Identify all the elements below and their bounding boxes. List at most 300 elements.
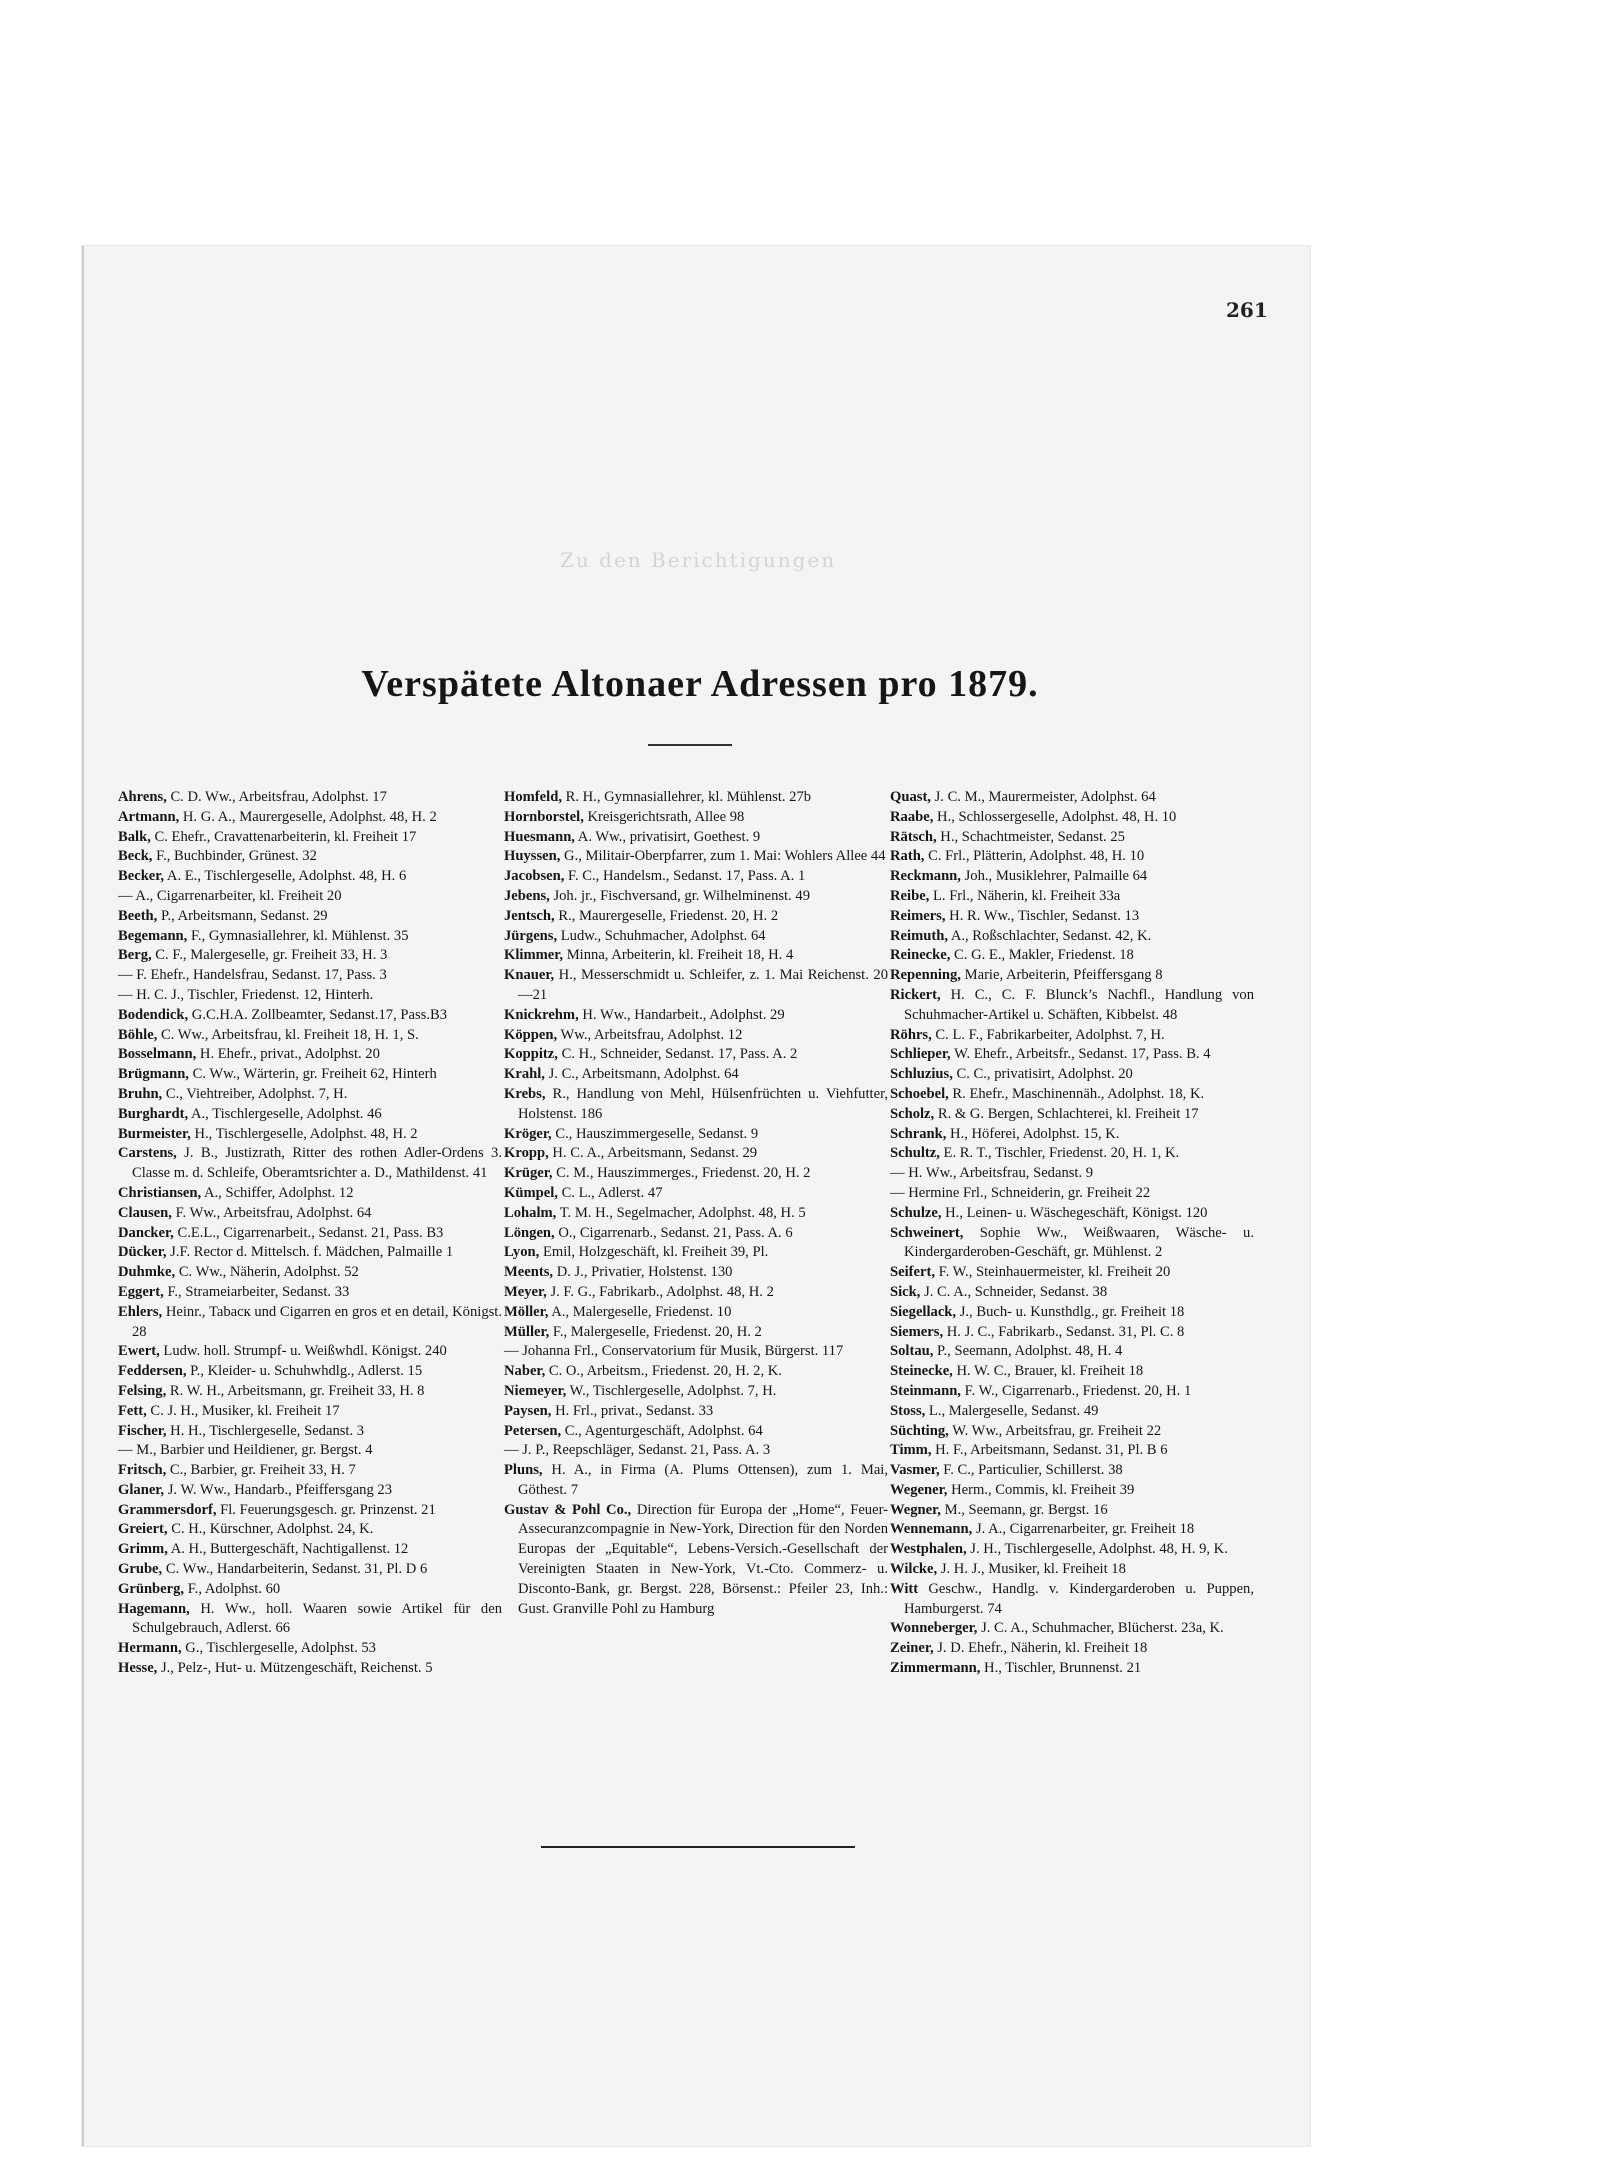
entry-details: H. R. Ww., Tischler, Sedanst. 13 — [945, 907, 1140, 924]
entry-details: Joh. jr., Fischversand, gr. Wilhelminenst. 49 — [549, 887, 811, 904]
entry-details: H. Ehefr., privat., Adolphst. 20 — [196, 1046, 380, 1063]
address-entry — [890, 1323, 1254, 1343]
entry-details: P., Kleider- u. Schuhwhdlg., Adlerst. 15 — [186, 1363, 423, 1380]
entry-details: — Johanna Frl., Conservatorium für Musik, Bürgerst. 117 — [504, 1343, 844, 1360]
entry-details: F. Ww., Arbeitsfrau, Adolphst. 64 — [171, 1204, 372, 1221]
address-entry — [890, 1560, 1254, 1580]
address-entry — [890, 986, 1254, 1026]
entry-details: J. B., Justizrath, Ritter des rothen Adler-Ordens 3. Classe m. d. Schleife, Oberamtsrichter a. D., Mathildenst. 41 — [132, 1145, 502, 1182]
entry-details: C. C., privatisirt, Adolphst. 20 — [952, 1066, 1133, 1083]
address-entry — [890, 907, 1254, 927]
entry-surname: Lohalm, — [504, 1204, 557, 1221]
entry-details: — H. C. J., Tischler, Friedenst. 12, Hinterh. — [118, 986, 374, 1003]
entry-surname: Niemeyer, — [504, 1382, 567, 1399]
entry-surname: Schulze, — [890, 1204, 942, 1221]
address-entry — [118, 1045, 502, 1065]
entry-details: J. C. M., Maurermeister, Adolphst. 64 — [930, 789, 1156, 805]
address-entry — [890, 1085, 1254, 1105]
entry-details: Sophie Ww., Weißwaaren, Wäsche- u. Kindergarderoben-Geschäft, gr. Mühlenst. 2 — [904, 1224, 1254, 1261]
entry-surname: Berg, — [118, 947, 152, 964]
address-entry — [890, 1342, 1254, 1362]
entry-surname: Kümpel, — [504, 1184, 558, 1201]
entry-surname: Hermann, — [118, 1640, 182, 1657]
entry-details: F. W., Steinhauermeister, kl. Freiheit 20 — [934, 1264, 1171, 1281]
entry-surname: Steinmann, — [890, 1382, 961, 1399]
address-entry — [504, 1501, 888, 1620]
entry-surname: Jebens, — [504, 887, 550, 904]
entry-surname: Eggert, — [118, 1283, 164, 1300]
address-column-2 — [504, 788, 888, 1619]
entry-surname: Repenning, — [890, 967, 961, 984]
entry-surname: Bruhn, — [118, 1085, 163, 1102]
address-entry — [118, 966, 502, 986]
address-entry — [890, 1441, 1254, 1461]
entry-surname: Reinecke, — [890, 947, 951, 964]
address-entry — [504, 1204, 888, 1224]
page-title: Verspätete Altonaer Adressen pro 1879. — [361, 663, 1039, 705]
entry-surname: Kröger, — [504, 1125, 552, 1142]
entry-surname: Timm, — [890, 1442, 932, 1459]
entry-surname: Kropp, — [504, 1145, 549, 1162]
entry-details: H. W. C., Brauer, kl. Freiheit 18 — [952, 1363, 1144, 1380]
entry-details: H. H., Tischlergeselle, Sedanst. 3 — [166, 1422, 365, 1439]
entry-surname: Gustav & Pohl Co., — [504, 1501, 632, 1518]
entry-details: C., Viehtreiber, Adolphst. 7, H. — [162, 1085, 348, 1102]
entry-details: — F. Ehefr., Handelsfrau, Sedanst. 17, Pass. 3 — [118, 967, 387, 984]
address-entry — [890, 946, 1254, 966]
entry-surname: Bodendick, — [118, 1006, 189, 1023]
entry-surname: Jentsch, — [504, 907, 555, 924]
entry-details: A., Malergeselle, Friedenst. 10 — [548, 1303, 732, 1320]
entry-surname: Wonneberger, — [890, 1620, 978, 1637]
entry-surname: Dancker, — [118, 1224, 174, 1241]
entry-surname: Reimers, — [890, 907, 946, 924]
entry-details: C. L. F., Fabrikarbeiter, Adolphst. 7, H. — [931, 1026, 1165, 1043]
entry-surname: Siemers, — [890, 1323, 944, 1340]
entry-details: Ww., Arbeitsfrau, Adolphst. 12 — [557, 1026, 743, 1043]
entry-details: C., Agenturgeschäft, Adolphst. 64 — [561, 1422, 763, 1439]
address-entry — [504, 1125, 888, 1145]
entry-details: C., Hauszimmergeselle, Sedanst. 9 — [551, 1125, 759, 1142]
address-entry — [890, 966, 1254, 986]
entry-details: O., Cigarrenarb., Sedanst. 21, Pass. A. 6 — [554, 1224, 793, 1241]
entry-details: H., Höferei, Adolphst. 15, K. — [946, 1125, 1120, 1142]
entry-details: C., Barbier, gr. Freiheit 33, H. 7 — [166, 1462, 356, 1479]
address-entry — [504, 1382, 888, 1402]
address-entry — [118, 1441, 502, 1461]
entry-details: P., Arbeitsmann, Sedanst. 29 — [157, 907, 328, 924]
entry-details: Heinr., Tabacк und Cigarren en gros et en detail, Königst. 28 — [132, 1303, 502, 1340]
address-entry — [118, 1362, 502, 1382]
entry-details: C. O., Arbeitsm., Friedenst. 20, H. 2, K. — [545, 1363, 782, 1380]
entry-surname: Petersen, — [504, 1422, 562, 1439]
entry-surname: Rath, — [890, 848, 925, 865]
address-entry — [118, 1520, 502, 1540]
entry-details: J. D. Ehefr., Näherin, kl. Freiheit 18 — [933, 1640, 1148, 1657]
entry-surname: Lyon, — [504, 1244, 540, 1261]
page-number: 261 — [1226, 298, 1268, 322]
entry-surname: Schluzius, — [890, 1066, 953, 1083]
address-entry — [504, 1085, 888, 1125]
entry-details: — Hermine Frl., Schneiderin, gr. Freiheit 22 — [890, 1184, 1151, 1201]
entry-surname: Huyssen, — [504, 848, 561, 865]
address-entry — [890, 1540, 1254, 1560]
entry-details: H. Frl., privat., Sedanst. 33 — [551, 1402, 714, 1419]
address-entry — [118, 1105, 502, 1125]
address-entry — [504, 1402, 888, 1422]
address-entry — [118, 946, 502, 966]
entry-details: A., Tischlergeselle, Adolphst. 46 — [188, 1105, 382, 1122]
address-entry — [118, 1144, 502, 1184]
entry-surname: Jacobsen, — [504, 868, 565, 885]
entry-details: J. A., Cigarrenarbeiter, gr. Freiheit 18 — [972, 1521, 1195, 1538]
entry-details: C.E.L., Cigarrenarbeit., Sedanst. 21, Pass. B3 — [173, 1224, 444, 1241]
address-entry — [890, 887, 1254, 907]
entry-details: Emil, Holzgeschäft, kl. Freiheit 39, Pl. — [539, 1244, 769, 1261]
entry-details: H., Messerschmidt u. Schleifer, z. 1. Mai Reichenst. 20—21 — [518, 967, 888, 1003]
entry-details: H. Ww., Handarbeit., Adolphst. 29 — [578, 1006, 785, 1023]
entry-surname: Paysen, — [504, 1402, 552, 1419]
address-entry — [118, 1065, 502, 1085]
address-entry — [890, 1045, 1254, 1065]
address-entry — [890, 1501, 1254, 1521]
entry-details: P., Seemann, Adolphst. 48, H. 4 — [933, 1343, 1123, 1360]
entry-details: D. J., Privatier, Holstenst. 130 — [553, 1264, 733, 1281]
address-entry — [504, 1164, 888, 1184]
address-entry — [504, 927, 888, 947]
entry-details: L. Frl., Näherin, kl. Freiheit 33a — [929, 887, 1121, 904]
entry-details: — J. P., Reepschläger, Sedanst. 21, Pass. A. 3 — [504, 1442, 771, 1459]
address-entry — [118, 1184, 502, 1204]
entry-details: C. Ww., Handarbeiterin, Sedanst. 31, Pl. D 6 — [162, 1561, 428, 1578]
address-entry — [118, 887, 502, 907]
entry-surname: Glaner, — [118, 1481, 165, 1498]
entry-details: H. F., Arbeitsmann, Sedanst. 31, Pl. B 6 — [931, 1442, 1168, 1459]
entry-surname: Quast, — [890, 789, 931, 805]
entry-details: M., Seemann, gr. Bergst. 16 — [940, 1501, 1108, 1518]
address-entry — [890, 927, 1254, 947]
entry-details: C. J. H., Musiker, kl. Freiheit 17 — [146, 1402, 340, 1419]
address-entry — [504, 1283, 888, 1303]
entry-details: J. C. A., Schuhmacher, Blücherst. 23a, K. — [977, 1620, 1224, 1637]
entry-surname: Zeiner, — [890, 1640, 934, 1657]
address-column-1 — [118, 788, 502, 1679]
address-entry — [118, 1303, 502, 1343]
entry-surname: Stoss, — [890, 1402, 926, 1419]
address-entry — [890, 1382, 1254, 1402]
address-entry — [504, 1303, 888, 1323]
entry-details: H. C., C. F. Blunck’s Nachfl., Handlung von Schuhmacher-Artikel u. Schäften, Kibbelst. 48 — [904, 986, 1254, 1023]
entry-surname: Duhmke, — [118, 1264, 176, 1281]
entry-details: C. F., Malergeselle, gr. Freiheit 33, H. 3 — [151, 947, 388, 964]
entry-details: H., Tischlergeselle, Adolphst. 48, H. 2 — [190, 1125, 418, 1142]
entry-surname: Süchting, — [890, 1422, 949, 1439]
entry-surname: Müller, — [504, 1323, 550, 1340]
entry-details: C. H., Schneider, Sedanst. 17, Pass. A. 2 — [557, 1046, 798, 1063]
entry-surname: Becker, — [118, 868, 165, 885]
entry-surname: Löngen, — [504, 1224, 555, 1241]
entry-surname: Hesse, — [118, 1660, 158, 1677]
address-entry — [118, 1560, 502, 1580]
entry-details: A., Roßschlachter, Sedanst. 42, K. — [947, 927, 1152, 944]
address-entry — [504, 1263, 888, 1283]
entry-details: J., Buch- u. Kunsthdlg., gr. Freiheit 18 — [956, 1303, 1185, 1320]
entry-details: — H. Ww., Arbeitsfrau, Sedanst. 9 — [890, 1165, 1094, 1182]
faint-show-through-heading: Zu den Berichtigungen — [560, 548, 837, 572]
entry-surname: Fett, — [118, 1402, 147, 1419]
address-entry — [890, 1144, 1254, 1164]
entry-details: H., Tischler, Brunnenst. 21 — [980, 1660, 1142, 1677]
entry-details: F. C., Particulier, Schillerst. 38 — [939, 1462, 1123, 1479]
entry-surname: Christiansen, — [118, 1184, 202, 1201]
entry-surname: Siegellack, — [890, 1303, 957, 1320]
address-entry — [504, 1045, 888, 1065]
entry-details: G., Militair-Oberpfarrer, zum 1. Mai: Wohlers Allee 44 — [560, 848, 886, 865]
address-entry — [118, 1026, 502, 1046]
address-entry — [118, 927, 502, 947]
entry-surname: Schrank, — [890, 1125, 947, 1142]
entry-surname: Krebs, — [504, 1085, 546, 1102]
entry-details: Joh., Musiklehrer, Palmaille 64 — [960, 868, 1148, 885]
entry-details: R., Handlung von Mehl, Hülsenfrüchten u. Viehfutter, Holstenst. 186 — [518, 1085, 888, 1122]
entry-details: F., Malergeselle, Friedenst. 20, H. 2 — [549, 1323, 762, 1340]
entry-details: R. W. H., Arbeitsmann, gr. Freiheit 33, H. 8 — [166, 1382, 425, 1399]
entry-details: C. D. Ww., Arbeitsfrau, Adolphst. 17 — [166, 789, 387, 805]
address-entry — [890, 1224, 1254, 1264]
title-divider — [648, 744, 732, 746]
entry-details: H., Schachtmeister, Sedanst. 25 — [936, 828, 1125, 845]
address-entry — [118, 1580, 502, 1600]
address-entry — [890, 1125, 1254, 1145]
address-entry — [890, 1619, 1254, 1639]
entry-surname: Pluns, — [504, 1462, 543, 1479]
address-entry — [504, 1342, 888, 1362]
address-entry — [504, 1441, 888, 1461]
entry-details: J. F. G., Fabrikarb., Adolphst. 48, H. 2 — [546, 1283, 774, 1300]
entry-surname: Meents, — [504, 1264, 554, 1281]
address-entry — [118, 1006, 502, 1026]
entry-details: T. M. H., Segelmacher, Adolphst. 48, H. 5 — [556, 1204, 806, 1221]
entry-surname: Witt — [890, 1580, 919, 1597]
address-entry — [118, 907, 502, 927]
address-entry — [118, 788, 502, 808]
entry-details: H., Schlossergeselle, Adolphst. 48, H. 10 — [933, 808, 1177, 825]
address-entry — [118, 1125, 502, 1145]
address-entry — [890, 1520, 1254, 1540]
address-entry — [890, 1283, 1254, 1303]
entry-surname: Seifert, — [890, 1264, 935, 1281]
address-entry — [118, 1461, 502, 1481]
address-entry — [118, 1540, 502, 1560]
entry-surname: Sick, — [890, 1283, 921, 1300]
address-entry — [118, 1600, 502, 1640]
entry-surname: Westphalen, — [890, 1541, 967, 1558]
address-entry — [504, 847, 888, 867]
entry-details: C. Ehefr., Cravattenarbeiterin, kl. Freiheit 17 — [150, 828, 417, 845]
entry-details: Ludw., Schuhmacher, Adolphst. 64 — [557, 927, 766, 944]
address-entry — [504, 828, 888, 848]
entry-details: W., Tischlergeselle, Adolphst. 7, H. — [566, 1382, 777, 1399]
entry-details: J. W. Ww., Handarb., Pfeiffersgang 23 — [164, 1481, 393, 1498]
entry-surname: Feddersen, — [118, 1363, 187, 1380]
entry-surname: Jürgens, — [504, 927, 558, 944]
entry-details: H. G. A., Maurergeselle, Adolphst. 48, H. 2 — [179, 808, 437, 825]
address-entry — [118, 808, 502, 828]
entry-details: G.C.H.A. Zollbeamter, Sedanst.17, Pass.B3 — [188, 1006, 447, 1023]
address-entry — [504, 1323, 888, 1343]
entry-details: J. H., Tischlergeselle, Adolphst. 48, H. 9, K. — [966, 1541, 1228, 1558]
entry-details: L., Malergeselle, Sedanst. 49 — [925, 1402, 1099, 1419]
address-entry — [118, 1283, 502, 1303]
address-entry — [118, 1224, 502, 1244]
address-entry — [890, 828, 1254, 848]
entry-surname: Knickrehm, — [504, 1006, 579, 1023]
entry-surname: Clausen, — [118, 1204, 172, 1221]
entry-surname: Klimmer, — [504, 947, 564, 964]
entry-surname: Schoebel, — [890, 1085, 949, 1102]
entry-details: — A., Cigarrenarbeiter, kl. Freiheit 20 — [118, 887, 342, 904]
entry-surname: Hagemann, — [118, 1600, 190, 1617]
entry-surname: Felsing, — [118, 1382, 167, 1399]
entry-surname: Naber, — [504, 1363, 546, 1380]
entry-surname: Koppitz, — [504, 1046, 558, 1063]
address-entry — [118, 828, 502, 848]
address-entry — [890, 1481, 1254, 1501]
address-entry — [118, 1422, 502, 1442]
address-column-3 — [890, 788, 1254, 1679]
entry-details: E. R. T., Tischler, Friedenst. 20, H. 1, K. — [939, 1145, 1180, 1162]
address-entry — [118, 1204, 502, 1224]
entry-details: J. C., Arbeitsmann, Adolphst. 64 — [544, 1066, 739, 1083]
entry-details: A., Schiffer, Adolphst. 12 — [201, 1184, 354, 1201]
address-entry — [890, 1461, 1254, 1481]
address-entry — [890, 1580, 1254, 1620]
address-entry — [890, 867, 1254, 887]
entry-details: Fl. Feuerungsgesch. gr. Prinzenst. 21 — [216, 1501, 436, 1518]
entry-surname: Reckmann, — [890, 868, 961, 885]
entry-surname: Möller, — [504, 1303, 549, 1320]
address-entry — [504, 1224, 888, 1244]
entry-details: Kreisgerichtsrath, Allee 98 — [583, 808, 745, 825]
address-entry — [118, 847, 502, 867]
address-entry — [118, 1342, 502, 1362]
entry-details: J., Pelz-, Hut- u. Mützengeschäft, Reichenst. 5 — [157, 1660, 433, 1677]
entry-surname: Rätsch, — [890, 828, 937, 845]
address-entry — [118, 1501, 502, 1521]
address-entry — [890, 1402, 1254, 1422]
entry-surname: Zimmermann, — [890, 1660, 981, 1677]
entry-details: G., Tischlergeselle, Adolphst. 53 — [181, 1640, 376, 1657]
address-entry — [504, 1144, 888, 1164]
entry-details: C. L., Adlerst. 47 — [557, 1184, 663, 1201]
entry-surname: Steinecke, — [890, 1363, 953, 1380]
address-entry — [118, 1639, 502, 1659]
entry-surname: Scholz, — [890, 1105, 935, 1122]
entry-surname: Wilcke, — [890, 1561, 938, 1578]
address-entry — [504, 867, 888, 887]
entry-details: F., Strameiarbeiter, Sedanst. 33 — [163, 1283, 350, 1300]
address-entry — [890, 1164, 1254, 1184]
entry-surname: Knauer, — [504, 967, 555, 984]
address-entry — [118, 1243, 502, 1263]
entry-details: H. C. A., Arbeitsmann, Sedanst. 29 — [548, 1145, 758, 1162]
entry-surname: Brügmann, — [118, 1066, 189, 1083]
address-entry — [890, 1362, 1254, 1382]
address-entry — [504, 1184, 888, 1204]
entry-details: C. M., Hauszimmerges., Friedenst. 20, H. 2 — [552, 1165, 811, 1182]
address-entry — [118, 986, 502, 1006]
entry-details: J.F. Rector d. Mittelsch. f. Mädchen, Palmaille 1 — [166, 1244, 454, 1261]
entry-surname: Meyer, — [504, 1283, 547, 1300]
entry-surname: Ewert, — [118, 1343, 160, 1360]
entry-details: H., Leinen- u. Wäschegeschäft, Königst. 120 — [941, 1204, 1208, 1221]
entry-details: H. A., in Firma (A. Plums Ottensen), zum 1. Mai, Göthest. 7 — [518, 1462, 888, 1498]
entry-surname: Reimuth, — [890, 927, 948, 944]
entry-surname: Huesmann, — [504, 828, 575, 845]
entry-details: Herm., Commis, kl. Freiheit 39 — [947, 1481, 1135, 1498]
address-entry — [504, 1006, 888, 1026]
entry-details: C. G. E., Makler, Friedenst. 18 — [950, 947, 1134, 964]
entry-details: W. Ehefr., Arbeitsfr., Sedanst. 17, Pass. B. 4 — [950, 1046, 1211, 1063]
entry-details: F., Buchbinder, Grünest. 32 — [152, 848, 317, 865]
entry-surname: Grimm, — [118, 1541, 168, 1558]
address-entry — [504, 1461, 888, 1501]
entry-details: R. H., Gymnasiallehrer, kl. Mühlenst. 27b — [561, 789, 812, 805]
entry-details: F., Adolphst. 60 — [184, 1580, 281, 1597]
entry-surname: Bosselmann, — [118, 1046, 197, 1063]
entry-surname: Krahl, — [504, 1066, 545, 1083]
entry-surname: Ahrens, — [118, 789, 167, 805]
entry-details: R. & G. Bergen, Schlachterei, kl. Freiheit 17 — [934, 1105, 1199, 1122]
address-entry — [504, 946, 888, 966]
entry-surname: Fischer, — [118, 1422, 167, 1439]
entry-details: C. Ww., Arbeitsfrau, kl. Freiheit 18, H. 1, S. — [157, 1026, 419, 1043]
entry-details: — M., Barbier und Heildiener, gr. Bergst. 4 — [118, 1442, 373, 1459]
entry-surname: Ehlers, — [118, 1303, 163, 1320]
entry-details: C. H., Kürschner, Adolphst. 24, K. — [167, 1521, 374, 1538]
address-entry — [118, 867, 502, 887]
entry-details: J. C. A., Schneider, Sedanst. 38 — [920, 1283, 1108, 1300]
address-entry — [504, 907, 888, 927]
address-entry — [890, 1065, 1254, 1085]
entry-details: Geschw., Handlg. v. Kindergarderoben u. Puppen, Hamburgerst. 74 — [904, 1580, 1254, 1617]
entry-details: H. Ww., holl. Waaren sowie Artikel für den Schulgebrauch, Adlerst. 66 — [132, 1600, 502, 1637]
entry-details: Minna, Arbeiterin, kl. Freiheit 18, H. 4 — [563, 947, 794, 964]
address-entry — [890, 847, 1254, 867]
address-entry — [504, 966, 888, 1006]
address-entry — [504, 808, 888, 828]
entry-surname: Grünberg, — [118, 1580, 185, 1597]
entry-details: W. Ww., Arbeitsfrau, gr. Freiheit 22 — [948, 1422, 1162, 1439]
entry-surname: Köppen, — [504, 1026, 558, 1043]
entry-details: J. H. J., Musiker, kl. Freiheit 18 — [937, 1561, 1126, 1578]
entry-surname: Beck, — [118, 848, 153, 865]
address-entry — [890, 1204, 1254, 1224]
entry-details: F. C., Handelsm., Sedanst. 17, Pass. A. 1 — [564, 868, 806, 885]
address-entry — [118, 1263, 502, 1283]
entry-surname: Schultz, — [890, 1145, 940, 1162]
address-entry — [890, 1105, 1254, 1125]
address-entry — [890, 1303, 1254, 1323]
address-entry — [890, 1659, 1254, 1679]
address-entry — [118, 1481, 502, 1501]
bottom-divider — [541, 1846, 855, 1848]
entry-surname: Schlieper, — [890, 1046, 951, 1063]
entry-surname: Artmann, — [118, 808, 180, 825]
entry-surname: Reibe, — [890, 887, 930, 904]
address-entry — [504, 1422, 888, 1442]
entry-details: R., Maurergeselle, Friedenst. 20, H. 2 — [554, 907, 779, 924]
